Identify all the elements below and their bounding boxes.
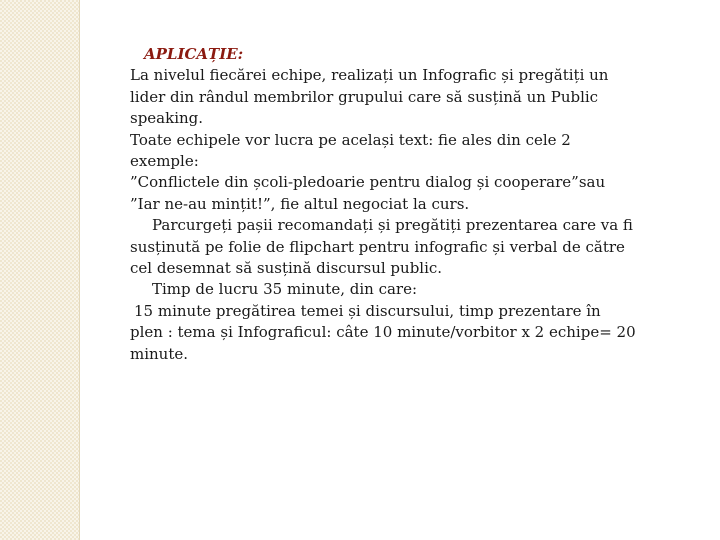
text-line-9: susținută pe folie de flipchart pentru infografic și verbal de către xyxy=(130,237,625,256)
slide-body xyxy=(130,44,650,365)
text-line-7: ”Iar ne-au mințit!”, fie altul negociat la curs. xyxy=(130,194,470,213)
text-line-8: Parcurgeți pașii recomandați și pregătiți prezentarea care va fi xyxy=(152,216,633,235)
text-line-13: plen : tema și Infograficul: câte 10 minute/vorbitor x 2 echipe= 20 xyxy=(130,323,636,342)
slide-heading: APLICAȚIE: xyxy=(144,45,244,63)
text-line-1: La nivelul fiecărei echipe, realizați un Infografic și pregătiți un xyxy=(130,66,609,85)
text-line-3: speaking. xyxy=(130,109,204,128)
text-line-5: exemple: xyxy=(130,152,199,171)
text-line-10: cel desemnat să susțină discursul public. xyxy=(130,259,443,278)
text-line-4: Toate echipele vor lucra pe același text: fie ales din cele 2 xyxy=(130,130,571,149)
decorative-side-band xyxy=(0,0,80,540)
text-line-2: lider din rândul membrilor grupului care să susțină un Public xyxy=(130,87,599,106)
text-line-12: 15 minute pregătirea temei și discursului, timp prezentare în xyxy=(134,301,601,320)
text-line-11: Timp de lucru 35 minute, din care: xyxy=(152,280,418,299)
text-line-14: minute. xyxy=(130,344,189,363)
text-line-6: ”Conflictele din școli-pledoarie pentru dialog și cooperare”sau xyxy=(130,173,606,192)
